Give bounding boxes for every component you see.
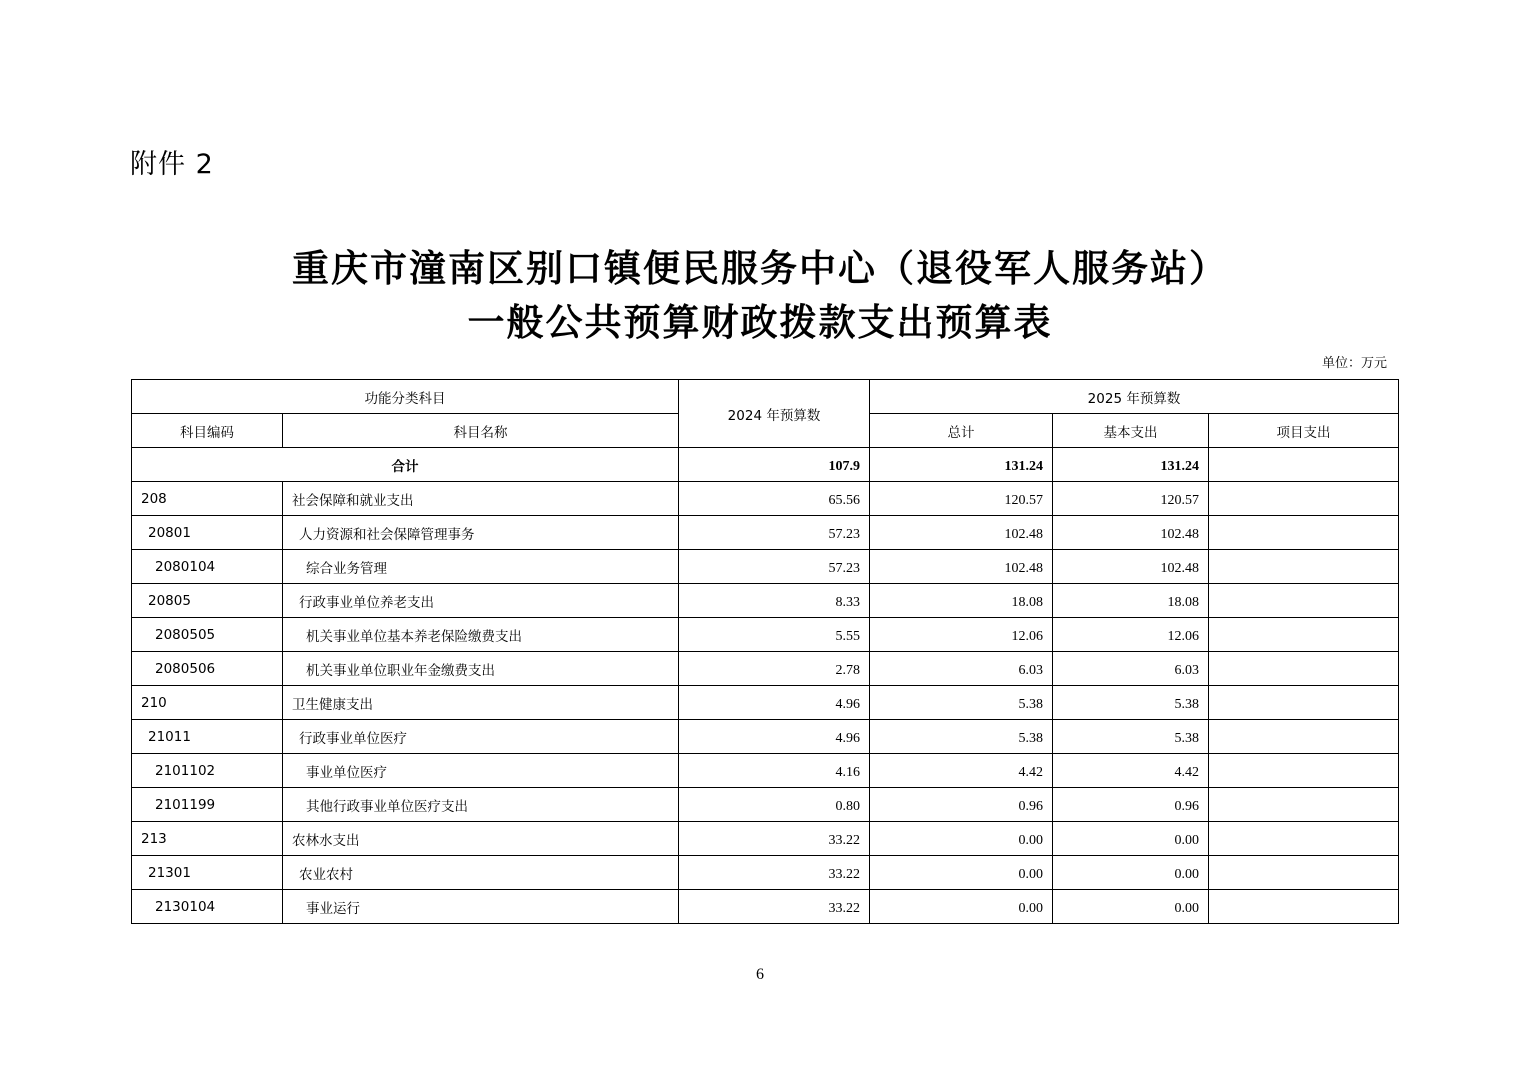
header-subject-code: 科目编码 bbox=[132, 414, 283, 448]
project-2025-cell bbox=[1209, 720, 1399, 754]
unit-label: 单位：万元 bbox=[1321, 356, 1387, 371]
subject-code-cell: 20805 bbox=[132, 584, 283, 618]
project-2025-cell bbox=[1209, 686, 1399, 720]
subject-name-cell: 农业农村 bbox=[283, 856, 679, 890]
subject-code-cell: 20801 bbox=[132, 516, 283, 550]
basic-2025-cell: 102.48 bbox=[1053, 550, 1209, 584]
project-2025-cell bbox=[1209, 550, 1399, 584]
budget-table bbox=[131, 379, 1399, 924]
subject-name-cell: 社会保障和就业支出 bbox=[283, 482, 679, 516]
total-project-2025 bbox=[1209, 448, 1399, 482]
project-2025-cell bbox=[1209, 516, 1399, 550]
budget-2024-cell: 8.33 bbox=[679, 584, 870, 618]
total-2025-cell: 0.00 bbox=[870, 822, 1053, 856]
total-2025-cell: 0.96 bbox=[870, 788, 1053, 822]
budget-2024-cell: 4.16 bbox=[679, 754, 870, 788]
total-2025-cell: 120.57 bbox=[870, 482, 1053, 516]
project-2025-cell bbox=[1209, 584, 1399, 618]
table-row bbox=[132, 890, 1399, 924]
total-2025-cell: 0.00 bbox=[870, 890, 1053, 924]
project-2025-cell bbox=[1209, 822, 1399, 856]
table-row bbox=[132, 754, 1399, 788]
page-number: 6 bbox=[756, 966, 764, 983]
table-row bbox=[132, 482, 1399, 516]
total-2025-cell: 102.48 bbox=[870, 516, 1053, 550]
total-basic-2025: 131.24 bbox=[1053, 448, 1209, 482]
subject-name-cell: 其他行政事业单位医疗支出 bbox=[283, 788, 679, 822]
total-row bbox=[132, 448, 1399, 482]
header-total: 总计 bbox=[870, 414, 1053, 448]
total-2025-cell: 4.42 bbox=[870, 754, 1053, 788]
total-2025-cell: 5.38 bbox=[870, 686, 1053, 720]
subject-name-cell: 机关事业单位职业年金缴费支出 bbox=[283, 652, 679, 686]
total-2025-cell: 18.08 bbox=[870, 584, 1053, 618]
project-2025-cell bbox=[1209, 788, 1399, 822]
basic-2025-cell: 5.38 bbox=[1053, 720, 1209, 754]
total-2025-cell: 5.38 bbox=[870, 720, 1053, 754]
total-2025-cell: 6.03 bbox=[870, 652, 1053, 686]
table-row bbox=[132, 856, 1399, 890]
budget-2024-cell: 65.56 bbox=[679, 482, 870, 516]
budget-2024-cell: 0.80 bbox=[679, 788, 870, 822]
budget-2024-cell: 2.78 bbox=[679, 652, 870, 686]
basic-2025-cell: 0.00 bbox=[1053, 856, 1209, 890]
project-2025-cell bbox=[1209, 652, 1399, 686]
total-2025-cell: 12.06 bbox=[870, 618, 1053, 652]
subject-name-cell: 农林水支出 bbox=[283, 822, 679, 856]
project-2025-cell bbox=[1209, 754, 1399, 788]
subject-code-cell: 21011 bbox=[132, 720, 283, 754]
subject-code-cell: 2101199 bbox=[132, 788, 283, 822]
table-row bbox=[132, 550, 1399, 584]
budget-2024-cell: 33.22 bbox=[679, 856, 870, 890]
subject-code-cell: 210 bbox=[132, 686, 283, 720]
table-row bbox=[132, 652, 1399, 686]
table-row bbox=[132, 788, 1399, 822]
header-budget-2024: 2024 年预算数 bbox=[679, 380, 870, 448]
basic-2025-cell: 4.42 bbox=[1053, 754, 1209, 788]
subject-code-cell: 2080104 bbox=[132, 550, 283, 584]
subject-code-cell: 2080506 bbox=[132, 652, 283, 686]
header-basic-expenditure: 基本支出 bbox=[1053, 414, 1209, 448]
basic-2025-cell: 120.57 bbox=[1053, 482, 1209, 516]
header-project-expenditure: 项目支出 bbox=[1209, 414, 1399, 448]
subject-code-cell: 213 bbox=[132, 822, 283, 856]
subject-name-cell: 行政事业单位医疗 bbox=[283, 720, 679, 754]
total-total-2025: 131.24 bbox=[870, 448, 1053, 482]
header-budget-2025: 2025 年预算数 bbox=[870, 380, 1399, 414]
subject-name-cell: 人力资源和社会保障管理事务 bbox=[283, 516, 679, 550]
header-functional-category: 功能分类科目 bbox=[132, 380, 679, 414]
subject-name-cell: 事业单位医疗 bbox=[283, 754, 679, 788]
project-2025-cell bbox=[1209, 890, 1399, 924]
table-row bbox=[132, 686, 1399, 720]
total-label: 合计 bbox=[132, 448, 679, 482]
table-row bbox=[132, 618, 1399, 652]
attachment-label: 附件 2 bbox=[130, 149, 214, 180]
total-2025-cell: 0.00 bbox=[870, 856, 1053, 890]
basic-2025-cell: 12.06 bbox=[1053, 618, 1209, 652]
basic-2025-cell: 6.03 bbox=[1053, 652, 1209, 686]
budget-2024-cell: 33.22 bbox=[679, 822, 870, 856]
budget-2024-cell: 33.22 bbox=[679, 890, 870, 924]
project-2025-cell bbox=[1209, 856, 1399, 890]
project-2025-cell bbox=[1209, 482, 1399, 516]
document-title-line-2: 一般公共预算财政拨款支出预算表 bbox=[467, 301, 1053, 344]
table-row bbox=[132, 822, 1399, 856]
basic-2025-cell: 0.00 bbox=[1053, 822, 1209, 856]
header-row-1 bbox=[132, 380, 1399, 414]
basic-2025-cell: 102.48 bbox=[1053, 516, 1209, 550]
subject-name-cell: 事业运行 bbox=[283, 890, 679, 924]
budget-2024-cell: 4.96 bbox=[679, 686, 870, 720]
subject-name-cell: 综合业务管理 bbox=[283, 550, 679, 584]
subject-code-cell: 2130104 bbox=[132, 890, 283, 924]
total-2025-cell: 102.48 bbox=[870, 550, 1053, 584]
basic-2025-cell: 18.08 bbox=[1053, 584, 1209, 618]
header-subject-name: 科目名称 bbox=[283, 414, 679, 448]
subject-code-cell: 2101102 bbox=[132, 754, 283, 788]
subject-name-cell: 卫生健康支出 bbox=[283, 686, 679, 720]
budget-2024-cell: 57.23 bbox=[679, 550, 870, 584]
budget-2024-cell: 57.23 bbox=[679, 516, 870, 550]
basic-2025-cell: 0.00 bbox=[1053, 890, 1209, 924]
document-title-line-1: 重庆市潼南区别口镇便民服务中心（退役军人服务站） bbox=[292, 247, 1228, 290]
total-budget-2024: 107.9 bbox=[679, 448, 870, 482]
table-row bbox=[132, 720, 1399, 754]
project-2025-cell bbox=[1209, 618, 1399, 652]
basic-2025-cell: 0.96 bbox=[1053, 788, 1209, 822]
budget-2024-cell: 5.55 bbox=[679, 618, 870, 652]
subject-code-cell: 208 bbox=[132, 482, 283, 516]
basic-2025-cell: 5.38 bbox=[1053, 686, 1209, 720]
subject-code-cell: 2080505 bbox=[132, 618, 283, 652]
subject-code-cell: 21301 bbox=[132, 856, 283, 890]
subject-name-cell: 机关事业单位基本养老保险缴费支出 bbox=[283, 618, 679, 652]
table-row bbox=[132, 584, 1399, 618]
table-row bbox=[132, 516, 1399, 550]
budget-2024-cell: 4.96 bbox=[679, 720, 870, 754]
subject-name-cell: 行政事业单位养老支出 bbox=[283, 584, 679, 618]
